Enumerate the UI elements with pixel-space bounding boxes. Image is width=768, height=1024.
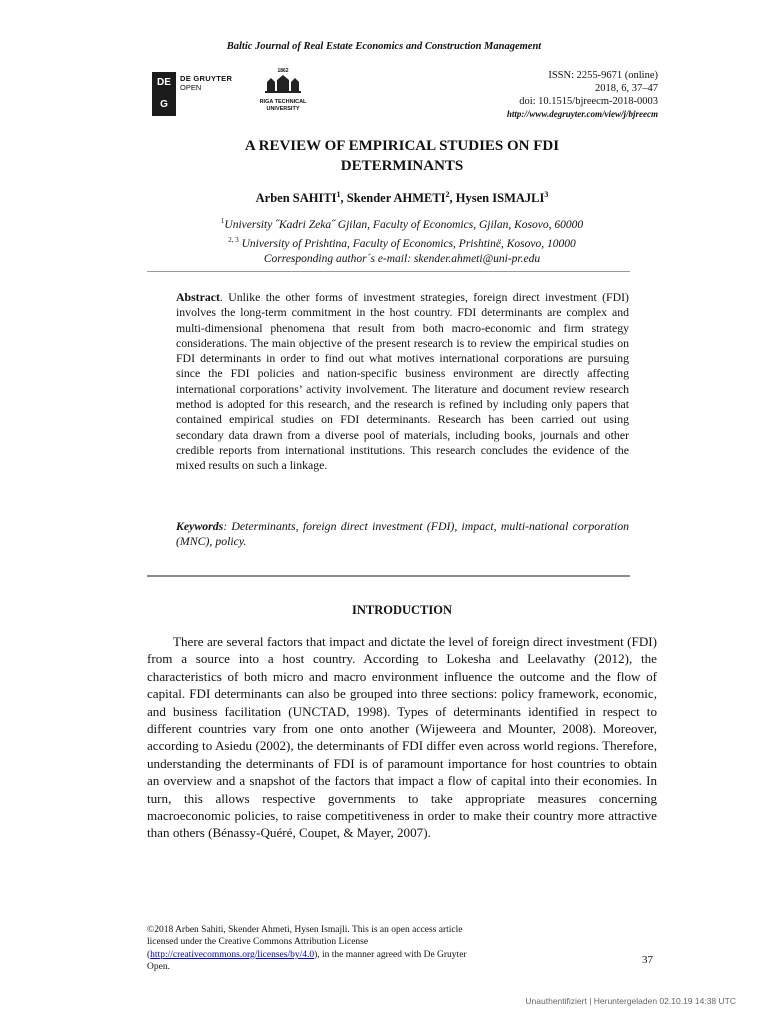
abstract-label: Abstract [176, 290, 220, 304]
degruyter-wordmark: DE GRUYTER OPEN [180, 74, 233, 92]
section-heading: INTRODUCTION [351, 603, 452, 617]
abstract [176, 290, 629, 474]
page-number: 37 [642, 954, 653, 966]
divider [147, 271, 630, 272]
keywords-text: : Determinants, foreign direct investment (FDI), impact, multi-national corporation (MNC), policy. [176, 519, 629, 549]
degruyter-logo: DE G [152, 72, 176, 116]
keywords-label: Keywords [176, 519, 224, 533]
rtu-crest-icon [263, 74, 303, 94]
keywords [176, 519, 629, 550]
corresponding-author: Corresponding author´s e-mail: skender.ahmeti@uni-pr.edu [263, 252, 541, 265]
affiliations [150, 214, 654, 267]
rtu-logo: 1862 RIGA TECHNICAL UNIVERSITY [250, 68, 316, 113]
rtu-year: 1862 [277, 68, 289, 74]
doi: doi: 10.1515/bjreecm-2018-0003 [519, 96, 658, 107]
affiliation-2: $^{2, 3}$ University of Prishtina, Faculty of Economics, Prishtinë, Kosovo, 10000 [228, 235, 576, 250]
issn: ISSN: 2255-9671 (online) [548, 70, 658, 81]
abstract-text: . Unlike the other forms of investment strategies, foreign direct investment (FDI) involves the long-term commitment in the host country. FDI determinants are complex and multi-dimensional phenomena that result from both macro-economic and firm strategy considerations. The main objective of the present research is to review the empirical studies on FDI determinants in order to find out what motives international corporations are pursuing since the FDI policies and nation-specific business environment are directly affecting international corporations’ activity involvement. The literature and document review research method is adopted for this research, and the research is refined by including only papers that contained empirical studies on FDI determinants. Research has been carried out using secondary data drawn from a diverse pool of materials, including books, journals and other credible reports from international institutions. This research concludes the evidence of the mixed results on such a linkage. [176, 290, 629, 473]
author-list: Arben SAHITI$^1$, Skender AHMETI$^2$, Hysen ISMAJLI$^3$ [255, 190, 549, 206]
license-footnote: ©2018 Arben Sahiti, Skender Ahmeti, Hysen Ismajli. This is an open access article licensed under the Creative Commons Attribution License (http://creativecommons.org/licenses/by/4.0), in the manner agreed with De Gruyter Open. [147, 925, 467, 972]
affiliation-1: $^1$University ˝Kadri Zeka˝ Gjilan, Faculty of Economics, Gjilan, Kosovo, 60000 [220, 217, 584, 231]
volume: 2018, 6, 37–47 [595, 83, 658, 94]
article-meta [507, 69, 658, 121]
download-stamp: Unauthentifiziert | Heruntergeladen 02.10.19 14:38 UTC [525, 996, 736, 1006]
license-link[interactable]: http://creativecommons.org/licenses/by/4.0 [150, 949, 315, 960]
intro-paragraph: There are several factors that impact and dictate the level of foreign direct investment (FDI) from a source into a host country. According to Lokesha and Leelavathy (2012), the characteristics of both micro and macro environment influence the outcome and the flow of capital. FDI determinants can also be grouped into three sections: policy framework, economic, and business facilitation (UNCTAD, 1998). Types of determinants identified in respect to different countries vary from one onto another (Wijeweera and Mounter, 2008). Moreover, according to Asiedu (2002), the determinants of FDI differ even across world regions. Therefore, understanding the determinants of FDI is of paramount importance for host countries to obtain an overview and a snapshot of the factors that impact a flow of capital into their economies. In turn, this allows respective governments to take appropriate measures concerning macroeconomic policies, to raise competitiveness in order to make their country more attractive than others (Bénassy-Quéré, Coupet, & Mayer, 2007). [147, 634, 657, 841]
journal-header: Baltic Journal of Real Estate Economics and Construction Management [226, 41, 542, 52]
divider [147, 575, 630, 577]
article-title: A REVIEW OF EMPIRICAL STUDIES ON FDI DETERMINANTS [244, 138, 560, 174]
journal-url[interactable]: http://www.degruyter.com/view/j/bjreecm [506, 109, 658, 119]
